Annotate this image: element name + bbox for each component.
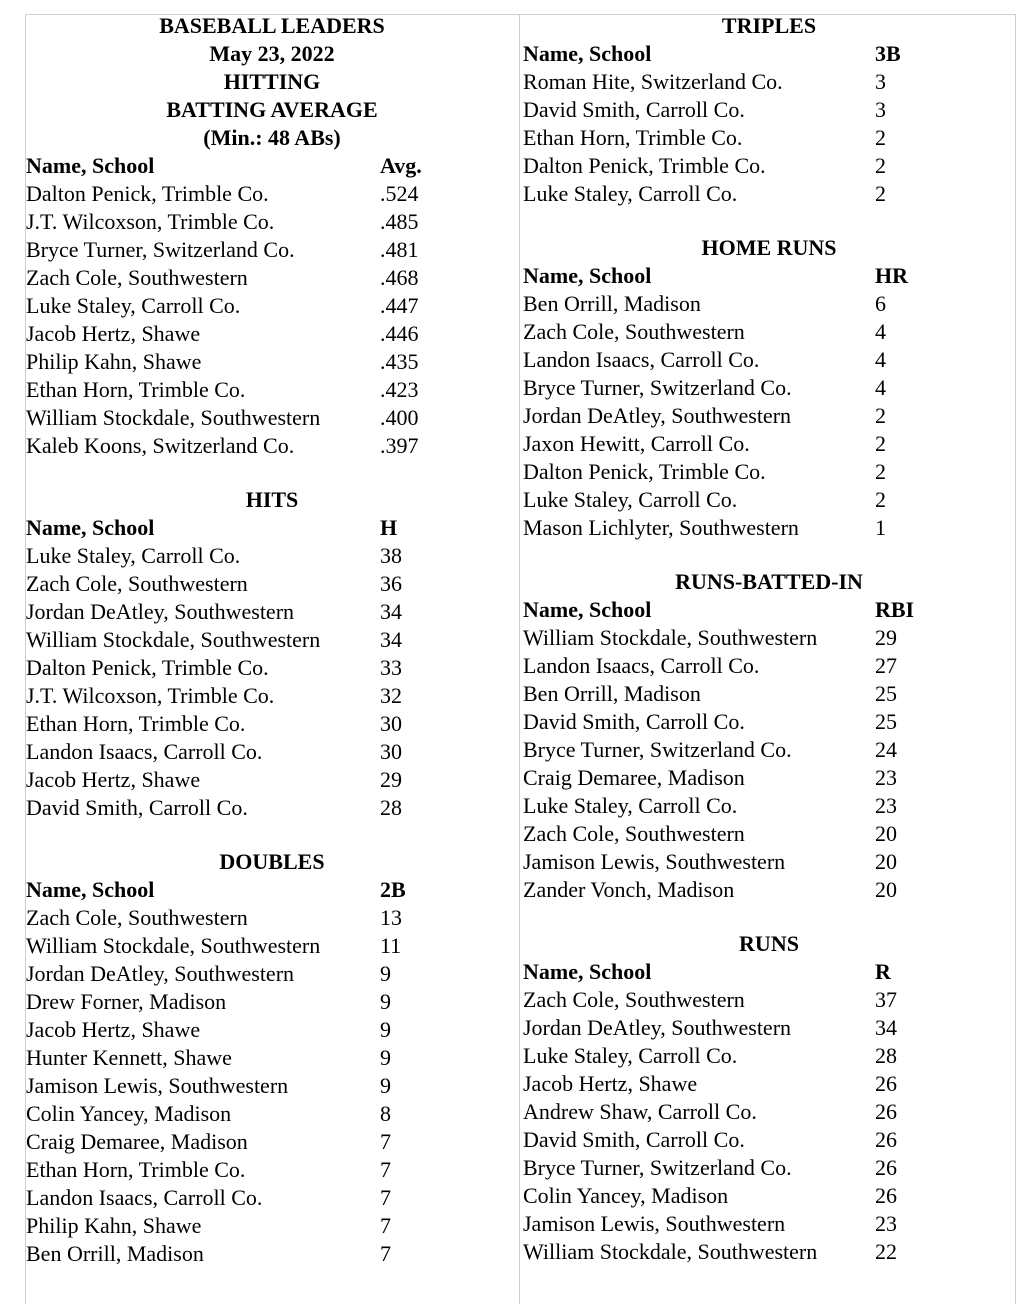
- player-name-school: David Smith, Carroll Co.: [523, 97, 745, 122]
- table-row: [523, 848, 1015, 876]
- right-column: [523, 12, 1015, 1266]
- batting-list: [26, 180, 518, 460]
- table-row: [26, 682, 518, 710]
- stat-value: 33: [380, 655, 402, 680]
- stat-value: 29: [875, 625, 897, 650]
- table-row: [26, 1044, 518, 1072]
- table-row: [26, 376, 518, 404]
- player-name-school: Luke Staley, Carroll Co.: [523, 1043, 738, 1068]
- player-name-school: Drew Forner, Madison: [26, 989, 227, 1014]
- stat-value: 7: [380, 1185, 391, 1210]
- table-row: [26, 570, 518, 598]
- player-name-school: Jacob Hertz, Shawe: [26, 1017, 201, 1042]
- homeruns-list: [523, 290, 1015, 542]
- table-row: [26, 626, 518, 654]
- table-row: [523, 624, 1015, 652]
- table-row: [26, 236, 518, 264]
- table-row: [26, 292, 518, 320]
- stat-value: 30: [380, 711, 402, 736]
- table-row: [523, 652, 1015, 680]
- stat-value: .468: [380, 265, 419, 290]
- stat-value: 26: [875, 1099, 897, 1124]
- player-name-school: William Stockdale, Southwestern: [523, 625, 818, 650]
- player-name-school: Bryce Turner, Switzerland Co.: [26, 237, 295, 262]
- table-row: [26, 1184, 518, 1212]
- table-row: [26, 264, 518, 292]
- left-column: [26, 12, 518, 1268]
- table-row: [26, 1016, 518, 1044]
- stat-value: 9: [380, 1073, 391, 1098]
- stat-value: .446: [380, 321, 419, 346]
- player-name-school: Jacob Hertz, Shawe: [26, 767, 201, 792]
- table-row: [26, 654, 518, 682]
- player-name-school: William Stockdale, Southwestern: [26, 627, 321, 652]
- table-row: [26, 348, 518, 376]
- player-name-school: Zach Cole, Southwestern: [26, 265, 248, 290]
- table-row: [523, 736, 1015, 764]
- player-name-school: Luke Staley, Carroll Co.: [523, 487, 738, 512]
- stat-value: 2: [875, 403, 886, 428]
- stat-value: 9: [380, 1017, 391, 1042]
- player-name-school: Andrew Shaw, Carroll Co.: [523, 1099, 757, 1124]
- player-name-school: Mason Lichlyter, Southwestern: [523, 515, 799, 540]
- table-header: [26, 876, 518, 904]
- table-header: [523, 262, 1015, 290]
- table-row: [523, 402, 1015, 430]
- stat-value: 29: [380, 767, 402, 792]
- table-row: [523, 1042, 1015, 1070]
- table-row: [523, 68, 1015, 96]
- rbi-list: [523, 624, 1015, 904]
- player-name-school: Ethan Horn, Trimble Co.: [26, 377, 246, 402]
- stat-value: 20: [875, 849, 897, 874]
- player-name-school: Ben Orrill, Madison: [523, 681, 701, 706]
- header-value: HR: [875, 263, 908, 288]
- table-row: [523, 152, 1015, 180]
- section-title-doubles: DOUBLES: [219, 849, 325, 874]
- header-name: Name, School: [523, 959, 652, 984]
- player-name-school: David Smith, Carroll Co.: [26, 795, 248, 820]
- stat-value: 2: [875, 153, 886, 178]
- player-name-school: Craig Demaree, Madison: [26, 1129, 248, 1154]
- stat-value: 2: [875, 459, 886, 484]
- section-title-hits: HITS: [245, 487, 299, 512]
- player-name-school: Landon Isaacs, Carroll Co.: [26, 1185, 263, 1210]
- page-date: May 23, 2022: [209, 41, 335, 66]
- header-name: Name, School: [26, 153, 155, 178]
- table-row: [523, 792, 1015, 820]
- stat-value: 2: [875, 431, 886, 456]
- table-row: [523, 876, 1015, 904]
- table-row: [523, 764, 1015, 792]
- player-name-school: Bryce Turner, Switzerland Co.: [523, 375, 792, 400]
- stat-value: 26: [875, 1127, 897, 1152]
- player-name-school: Colin Yancey, Madison: [523, 1183, 729, 1208]
- stat-value: 20: [875, 877, 897, 902]
- player-name-school: Ben Orrill, Madison: [523, 291, 701, 316]
- stat-value: .423: [380, 377, 419, 402]
- stat-value: 7: [380, 1157, 391, 1182]
- table-row: [26, 1240, 518, 1268]
- table-row: [26, 710, 518, 738]
- runs-list: [523, 986, 1015, 1266]
- stat-value: 9: [380, 989, 391, 1014]
- player-name-school: Philip Kahn, Shawe: [26, 1213, 202, 1238]
- table-row: [26, 404, 518, 432]
- stat-value: 7: [380, 1213, 391, 1238]
- stat-value: 23: [875, 1211, 897, 1236]
- player-name-school: Hunter Kennett, Shawe: [26, 1045, 232, 1070]
- table-row: [26, 180, 518, 208]
- player-name-school: Jordan DeAtley, Southwestern: [523, 403, 792, 428]
- column-divider: [519, 14, 520, 1304]
- player-name-school: J.T. Wilcoxson, Trimble Co.: [26, 683, 275, 708]
- table-row: [26, 432, 518, 460]
- section-title-runs: RUNS: [739, 931, 799, 956]
- table-row: [523, 290, 1015, 318]
- triples-list: [523, 68, 1015, 208]
- table-row: [26, 988, 518, 1016]
- table-row: [26, 932, 518, 960]
- stat-value: 26: [875, 1183, 897, 1208]
- table-row: [26, 1072, 518, 1100]
- stat-value: .481: [380, 237, 419, 262]
- player-name-school: Landon Isaacs, Carroll Co.: [523, 653, 760, 678]
- table-row: [26, 542, 518, 570]
- table-row: [523, 1154, 1015, 1182]
- player-name-school: Jordan DeAtley, Southwestern: [26, 961, 295, 986]
- stat-value: 3: [875, 69, 886, 94]
- section-title-triples: TRIPLES: [721, 13, 817, 38]
- header-name: Name, School: [523, 41, 652, 66]
- header-value: Avg.: [380, 153, 422, 178]
- stat-value: .447: [380, 293, 419, 318]
- stat-value: 28: [380, 795, 402, 820]
- player-name-school: Dalton Penick, Trimble Co.: [26, 655, 269, 680]
- table-row: [26, 738, 518, 766]
- table-row: [523, 708, 1015, 736]
- table-row: [26, 904, 518, 932]
- player-name-school: Jamison Lewis, Southwestern: [26, 1073, 289, 1098]
- header-name: Name, School: [523, 597, 652, 622]
- hits-list: [26, 542, 518, 822]
- table-row: [26, 1128, 518, 1156]
- stat-value: 4: [875, 319, 886, 344]
- player-name-school: William Stockdale, Southwestern: [26, 933, 321, 958]
- player-name-school: Dalton Penick, Trimble Co.: [523, 459, 766, 484]
- table-row: [26, 1156, 518, 1184]
- table-row: [523, 1210, 1015, 1238]
- table-row: [523, 346, 1015, 374]
- page-category: HITTING: [223, 69, 321, 94]
- header-name: Name, School: [26, 877, 155, 902]
- stat-value: 13: [380, 905, 402, 930]
- table-row: [26, 794, 518, 822]
- stat-value: 2: [875, 487, 886, 512]
- table-row: [523, 486, 1015, 514]
- stat-value: 25: [875, 709, 897, 734]
- stat-value: 11: [380, 933, 402, 958]
- table-row: [523, 430, 1015, 458]
- stat-value: 6: [875, 291, 886, 316]
- player-name-school: Colin Yancey, Madison: [26, 1101, 232, 1126]
- stat-value: 22: [875, 1239, 897, 1264]
- table-row: [26, 960, 518, 988]
- player-name-school: Kaleb Koons, Switzerland Co.: [26, 433, 295, 458]
- table-row: [26, 598, 518, 626]
- player-name-school: Dalton Penick, Trimble Co.: [26, 181, 269, 206]
- stat-value: 9: [380, 1045, 391, 1070]
- table-row: [26, 1212, 518, 1240]
- player-name-school: Zander Vonch, Madison: [523, 877, 735, 902]
- table-row: [26, 208, 518, 236]
- table-row: [523, 458, 1015, 486]
- table-row: [26, 766, 518, 794]
- stat-value: 8: [380, 1101, 391, 1126]
- stat-value: .485: [380, 209, 419, 234]
- player-name-school: Luke Staley, Carroll Co.: [26, 543, 241, 568]
- player-name-school: Jacob Hertz, Shawe: [523, 1071, 698, 1096]
- table-row: [523, 1098, 1015, 1126]
- stat-value: 27: [875, 653, 897, 678]
- stat-value: 7: [380, 1241, 391, 1266]
- player-name-school: Jordan DeAtley, Southwestern: [26, 599, 295, 624]
- stat-value: 34: [380, 627, 402, 652]
- player-name-school: Philip Kahn, Shawe: [26, 349, 202, 374]
- player-name-school: Jamison Lewis, Southwestern: [523, 849, 786, 874]
- header-value: H: [380, 515, 398, 540]
- player-name-school: David Smith, Carroll Co.: [523, 709, 745, 734]
- table-header: [26, 514, 518, 542]
- player-name-school: Ethan Horn, Trimble Co.: [523, 125, 743, 150]
- table-row: [26, 320, 518, 348]
- header-value: RBI: [875, 597, 915, 622]
- table-row: [523, 820, 1015, 848]
- stat-value: 7: [380, 1129, 391, 1154]
- player-name-school: Zach Cole, Southwestern: [26, 905, 248, 930]
- table-row: [523, 514, 1015, 542]
- player-name-school: Luke Staley, Carroll Co.: [523, 181, 738, 206]
- player-name-school: David Smith, Carroll Co.: [523, 1127, 745, 1152]
- player-name-school: Jordan DeAtley, Southwestern: [523, 1015, 792, 1040]
- stat-value: .397: [380, 433, 419, 458]
- player-name-school: Zach Cole, Southwestern: [523, 987, 745, 1012]
- stat-value: 28: [875, 1043, 897, 1068]
- table-row: [523, 124, 1015, 152]
- page-title: BASEBALL LEADERS: [159, 13, 385, 38]
- header-name: Name, School: [26, 515, 155, 540]
- stat-value: 23: [875, 765, 897, 790]
- stat-value: 26: [875, 1071, 897, 1096]
- player-name-school: Luke Staley, Carroll Co.: [523, 793, 738, 818]
- table-header: [523, 40, 1015, 68]
- player-name-school: Jamison Lewis, Southwestern: [523, 1211, 786, 1236]
- header-value: 3B: [875, 41, 901, 66]
- player-name-school: Ethan Horn, Trimble Co.: [26, 711, 246, 736]
- stat-value: 1: [875, 515, 886, 540]
- player-name-school: Roman Hite, Switzerland Co.: [523, 69, 783, 94]
- stat-value: 38: [380, 543, 402, 568]
- stat-value: 2: [875, 125, 886, 150]
- stat-value: 24: [875, 737, 897, 762]
- stat-value: 3: [875, 97, 886, 122]
- section-subtitle-batting: (Min.: 48 ABs): [203, 125, 341, 150]
- stat-value: 4: [875, 375, 886, 400]
- table-header: [523, 596, 1015, 624]
- stat-value: 34: [380, 599, 402, 624]
- section-title-rbi: RUNS-BATTED-IN: [675, 569, 863, 594]
- doubles-list: [26, 904, 518, 1268]
- player-name-school: Zach Cole, Southwestern: [523, 821, 745, 846]
- table-row: [523, 1238, 1015, 1266]
- player-name-school: William Stockdale, Southwestern: [523, 1239, 818, 1264]
- table-header: [523, 958, 1015, 986]
- player-name-school: Dalton Penick, Trimble Co.: [523, 153, 766, 178]
- player-name-school: Jacob Hertz, Shawe: [26, 321, 201, 346]
- player-name-school: Craig Demaree, Madison: [523, 765, 745, 790]
- player-name-school: Luke Staley, Carroll Co.: [26, 293, 241, 318]
- section-title-homeruns: HOME RUNS: [701, 235, 837, 260]
- player-name-school: Zach Cole, Southwestern: [26, 571, 248, 596]
- stat-value: .524: [380, 181, 419, 206]
- stat-value: 23: [875, 793, 897, 818]
- player-name-school: Landon Isaacs, Carroll Co.: [26, 739, 263, 764]
- table-row: [523, 318, 1015, 346]
- stat-value: .435: [380, 349, 419, 374]
- header-name: Name, School: [523, 263, 652, 288]
- player-name-school: Landon Isaacs, Carroll Co.: [523, 347, 760, 372]
- stat-value: 32: [380, 683, 402, 708]
- table-row: [523, 1014, 1015, 1042]
- stat-value: .400: [380, 405, 419, 430]
- stat-value: 25: [875, 681, 897, 706]
- stat-value: 37: [875, 987, 897, 1012]
- header-value: 2B: [380, 877, 406, 902]
- player-name-school: Ethan Horn, Trimble Co.: [26, 1157, 246, 1182]
- table-row: [523, 1126, 1015, 1154]
- table-row: [523, 96, 1015, 124]
- stat-value: 20: [875, 821, 897, 846]
- table-row: [523, 374, 1015, 402]
- table-row: [523, 180, 1015, 208]
- header-value: R: [875, 959, 891, 984]
- stat-value: 36: [380, 571, 402, 596]
- table-row: [523, 1182, 1015, 1210]
- stat-value: 9: [380, 961, 391, 986]
- player-name-school: William Stockdale, Southwestern: [26, 405, 321, 430]
- player-name-school: J.T. Wilcoxson, Trimble Co.: [26, 209, 275, 234]
- section-title-batting: BATTING AVERAGE: [166, 97, 378, 122]
- player-name-school: Ben Orrill, Madison: [26, 1241, 204, 1266]
- stat-value: 2: [875, 181, 886, 206]
- table-header: [26, 152, 518, 180]
- stat-value: 4: [875, 347, 886, 372]
- player-name-school: Jaxon Hewitt, Carroll Co.: [523, 431, 750, 456]
- player-name-school: Bryce Turner, Switzerland Co.: [523, 1155, 792, 1180]
- table-row: [523, 986, 1015, 1014]
- table-row: [26, 1100, 518, 1128]
- table-row: [523, 680, 1015, 708]
- player-name-school: Bryce Turner, Switzerland Co.: [523, 737, 792, 762]
- table-row: [523, 1070, 1015, 1098]
- stat-value: 34: [875, 1015, 897, 1040]
- stat-value: 26: [875, 1155, 897, 1180]
- player-name-school: Zach Cole, Southwestern: [523, 319, 745, 344]
- stat-value: 30: [380, 739, 402, 764]
